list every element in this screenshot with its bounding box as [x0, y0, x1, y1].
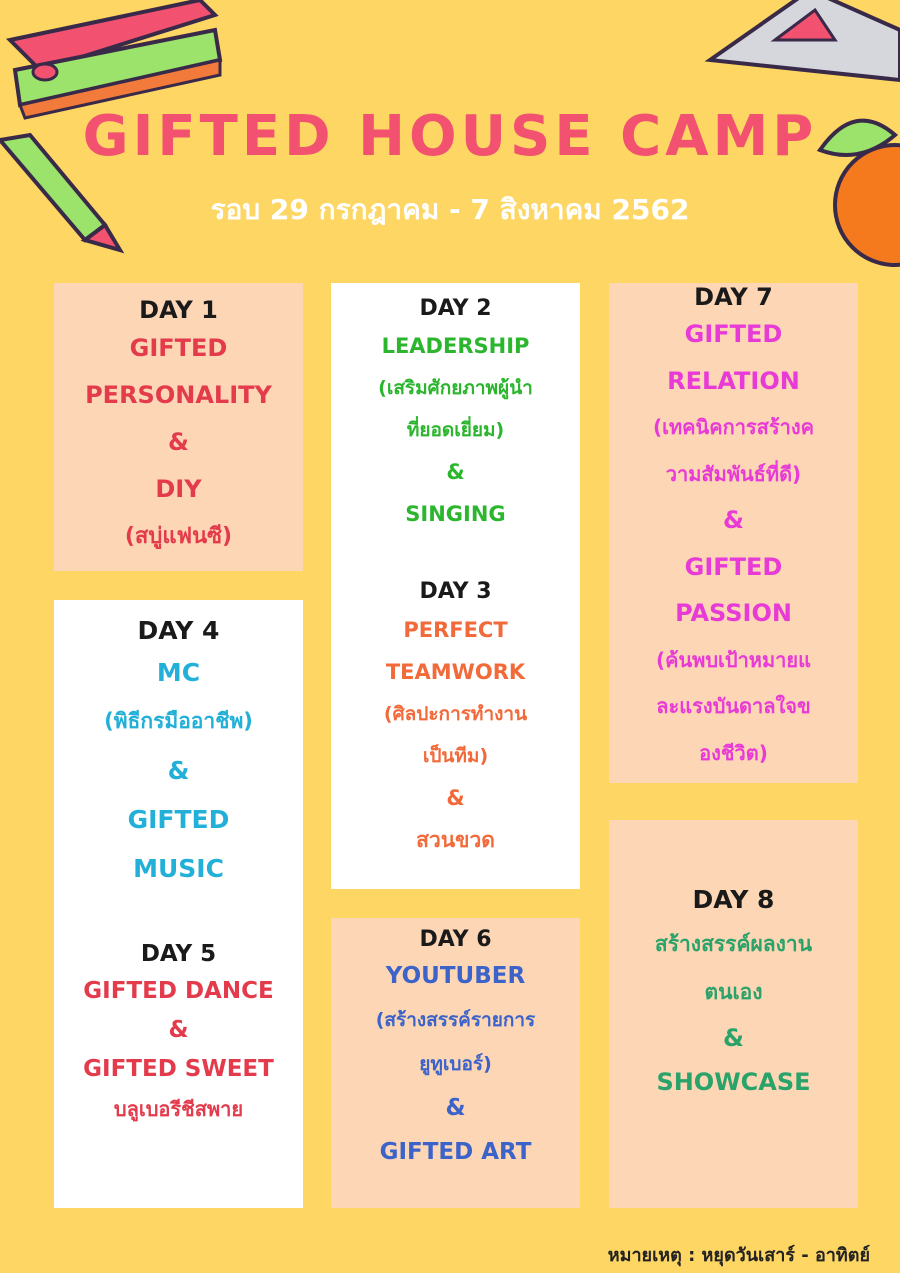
day7-line: GIFTED — [684, 320, 783, 348]
day8-label: DAY 8 — [692, 885, 775, 914]
day8-card — [609, 820, 858, 1208]
day7-line: องชีวิต) — [699, 740, 768, 765]
day5-line: & — [168, 1017, 189, 1043]
day3-line: TEAMWORK — [385, 660, 526, 684]
day4-line: & — [167, 756, 190, 785]
day2-line: ที่ยอดเยี่ยม) — [406, 419, 505, 441]
day6-line: YOUTUBER — [385, 963, 526, 989]
day6-line: & — [445, 1095, 466, 1121]
day1-line: (สบู่แฟนซี) — [124, 524, 233, 549]
day7-card — [609, 283, 858, 783]
day3-line: (ศิลปะการทำงาน — [383, 703, 528, 725]
day2-day3-card — [331, 283, 580, 889]
day3-line: & — [446, 786, 465, 810]
day5-line: GIFTED DANCE — [83, 978, 274, 1004]
day7-line: RELATION — [667, 366, 800, 395]
date-range-subtitle: รอบ 29 กรกฎาคม - 7 สิงหาคม 2562 — [210, 193, 690, 226]
ruler-triangle-icon — [700, 0, 900, 90]
day2-line: SINGING — [405, 502, 506, 526]
page-title: GIFTED HOUSE CAMP — [82, 104, 818, 169]
day6-line: (สร้างสรรค์รายการ — [375, 1009, 536, 1031]
day1-card — [54, 283, 303, 571]
footer-note: หมายเหตุ : หยุดวันเสาร์ - อาทิตย์ — [607, 1245, 870, 1266]
day8-line: & — [723, 1024, 744, 1052]
day8-line: ตนเอง — [704, 980, 763, 1004]
day3-line: สวนขวด — [416, 828, 495, 852]
day6-card — [331, 918, 580, 1208]
day8-line: สร้างสรรค์ผลงาน — [654, 932, 813, 956]
day2-label: DAY 2 — [419, 296, 492, 321]
day4-line: MC — [156, 658, 201, 687]
day2-line: & — [446, 460, 465, 484]
day4-label: DAY 4 — [137, 616, 220, 645]
stapler-icon — [0, 0, 230, 120]
day5-label: DAY 5 — [140, 941, 217, 967]
day6-label: DAY 6 — [419, 927, 492, 952]
day4-line: GIFTED — [127, 805, 230, 834]
day3-line: PERFECT — [403, 618, 508, 642]
day3-label: DAY 3 — [419, 579, 492, 604]
day4-day5-card — [54, 600, 303, 1208]
day7-line: (ค้นพบเป้าหมายแ — [655, 647, 812, 672]
day4-line: (พิธีกรมืออาชีพ) — [104, 709, 253, 733]
day7-line: (เทคนิคการสร้างค — [653, 415, 814, 439]
day7-label: DAY 7 — [694, 283, 773, 311]
day7-line: GIFTED — [684, 552, 783, 581]
day7-line: ละแรงบันดาลใจข — [656, 694, 811, 718]
day6-line: GIFTED ART — [379, 1139, 532, 1165]
day7-line: วามสัมพันธ์ที่ดี) — [665, 461, 802, 486]
day2-line: LEADERSHIP — [381, 334, 530, 358]
day8-line: SHOWCASE — [656, 1068, 811, 1096]
day4-line: MUSIC — [133, 854, 224, 883]
day5-line: GIFTED SWEET — [83, 1056, 274, 1082]
day1-line: & — [168, 428, 189, 456]
day6-line: ยูทูเบอร์) — [419, 1053, 492, 1075]
day7-line: PASSION — [675, 599, 792, 627]
day1-line: PERSONALITY — [85, 381, 272, 409]
day7-line: & — [723, 506, 744, 534]
day5-line: บลูเบอรีชีสพาย — [113, 1097, 244, 1121]
day1-line: GIFTED — [129, 334, 228, 362]
day1-label: DAY 1 — [139, 296, 218, 324]
day2-line: (เสริมศักยภาพผู้นำ — [378, 377, 533, 399]
day1-line: DIY — [155, 475, 202, 503]
day3-line: เป็นทีม) — [422, 745, 489, 767]
